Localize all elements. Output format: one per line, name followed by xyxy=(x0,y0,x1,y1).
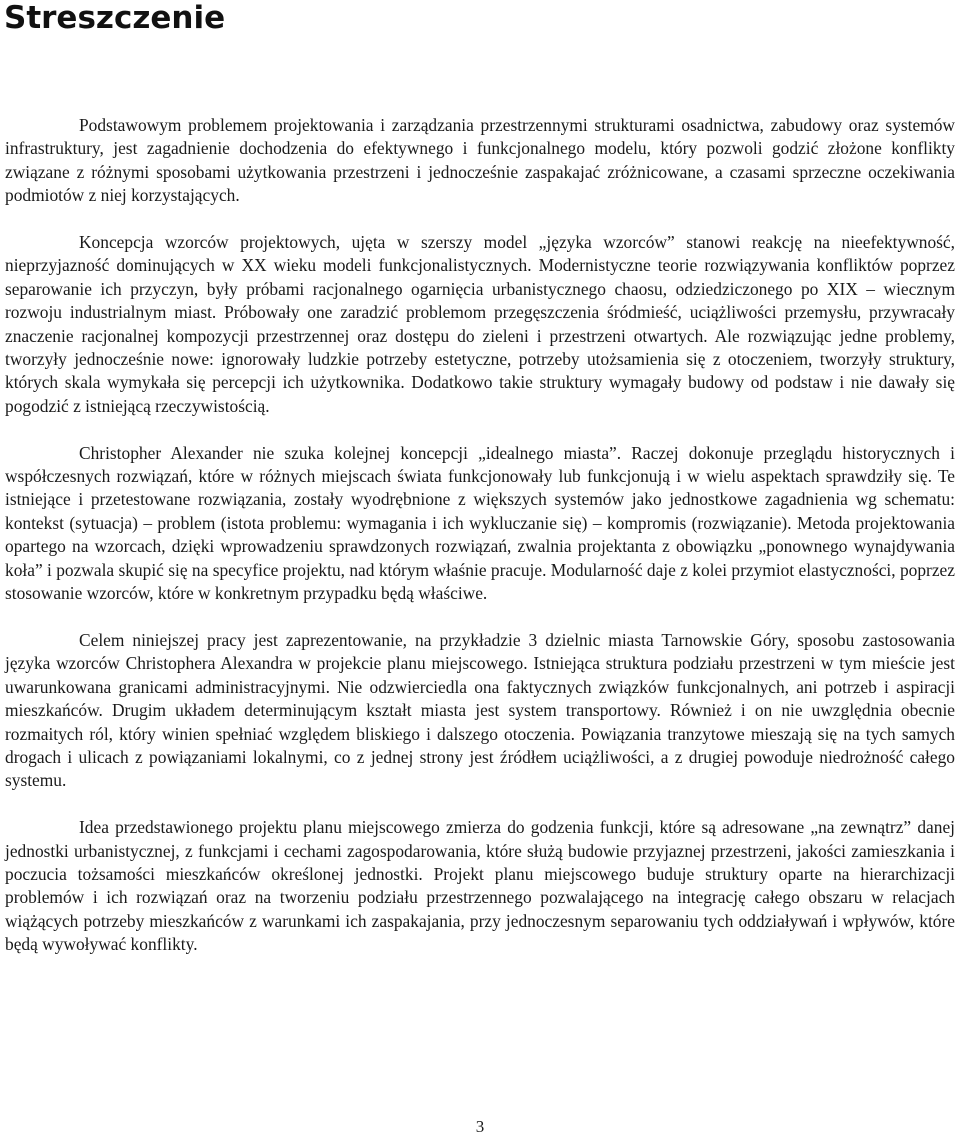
paragraph-1: Podstawowym problemem projektowania i zarządzania przestrzennymi strukturami osadnictwa, zabudowy oraz systemów infrastruktury, jest zagadnienie dochodzenia do efektywnego i funkcjonalnego modelu, który pozwoli godzić złożone konflikty związane z różnymi sposobami użytkowania przestrzeni i jednocześnie zaspakajać zróżnicowane, a czasami sprzeczne oczekiwania podmiotów z niej korzystających. xyxy=(5,115,955,206)
paragraph-2: Koncepcja wzorców projektowych, ujęta w szerszy model „języka wzorców” stanowi reakcję na nieefektywność, nieprzyjazność dominujących w XX wieku modeli funkcjonalistycznych. Modernistyczne teorie rozwiązywania konfliktów poprzez separowanie ich przyczyn, były próbami racjonalnego ogarnięcia urbanistycznego chaosu, odziedziczonego po XIX – wiecznym rozwoju industrialnym miast. Próbowały one zaradzić problemom przegęszczenia śródmieść, uciążliwości przemysłu, przywracały znaczenie racjonalnej kompozycji przestrzennej oraz dostępu do zieleni i przestrzeni otwartych. Ale rozwiązując jedne problemy, tworzyły jednocześnie nowe: ignorowały ludzkie potrzeby estetyczne, potrzeby utożsamienia się z otoczeniem, tworzyły struktury, których skala wymykała się percepcji ich użytkownika. Dodatkowo takie struktury wymagały budowy od podstaw i nie dawały się pogodzić z istniejącą rzeczywistością. xyxy=(5,232,955,416)
page-title: Streszczenie xyxy=(4,0,226,36)
page-number: 3 xyxy=(475,1117,485,1136)
paragraph-5: Idea przedstawionego projektu planu miejscowego zmierza do godzenia funkcji, które są adresowane „na zewnątrz” danej jednostki urbanistycznej, z funkcjami i cechami zagospodarowania, które służą budowie przyjaznej przestrzeni, jakości zamieszkania i poczucia tożsamości mieszkańców określonej jednostki. Projekt planu miejscowego buduje struktury oparte na hierarchizacji problemów i ich rozwiązań oraz na tworzeniu podziału przestrzennego pozwalającego na integrację całego obszaru w relacjach wiążących potrzeby mieszkańców z warunkami ich zaspakajania, przy jednoczesnym separowaniu tych oddziaływań i wpływów, które będą wywoływać konflikty. xyxy=(5,817,955,955)
abstract-body xyxy=(5,114,955,980)
paragraph-3: Christopher Alexander nie szuka kolejnej koncepcji „idealnego miasta”. Raczej dokonuje przeglądu historycznych i współczesnych rozwiązań, które w różnych miejscach świata funkcjonowały lub funkcjonują i w wielu aspektach sprawdziły się. Te istniejące i przetestowane rozwiązania, zostały wyodrębnione z większych systemów jako jednostkowe zagadnienia wg schematu: kontekst (sytuacja) – problem (istota problemu: wymagania i ich wykluczanie się) – kompromis (rozwiązanie). Metoda projektowania opartego na wzorcach, dzięki wprowadzeniu sprawdzonych rozwiązań, zwalnia projektanta z obowiązku „ponownego wynajdywania koła” i pozwala skupić się na specyfice projektu, nad którym właśnie pracuje. Modularność daje z kolei przymiot elastyczności, poprzez stosowanie wzorców, które w konkretnym przypadku będą właściwe. xyxy=(5,442,955,604)
paragraph-4: Celem niniejszej pracy jest zaprezentowanie, na przykładzie 3 dzielnic miasta Tarnowskie Góry, sposobu zastosowania języka wzorców Christophera Alexandra w projekcie planu miejscowego. Istniejąca struktura podziału przestrzeni w tym mieście jest uwarunkowana granicami administracyjnymi. Nie odzwierciedla ona faktycznych związków funkcjonalnych, ani potrzeb i aspiracji mieszkańców. Drugim układem determinującym kształt miasta jest system transportowy. Również i on nie uwzględnia obecnie rozmaitych ról, który winien spełniać względem bliskiego i dalszego otoczenia. Powiązania tranzytowe mieszają się na tych samych drogach i ulicach z powiązaniami lokalnymi, co z jednej strony jest źródłem uciążliwości, a z drugiej powoduje niedrożność całego systemu. xyxy=(5,629,955,791)
